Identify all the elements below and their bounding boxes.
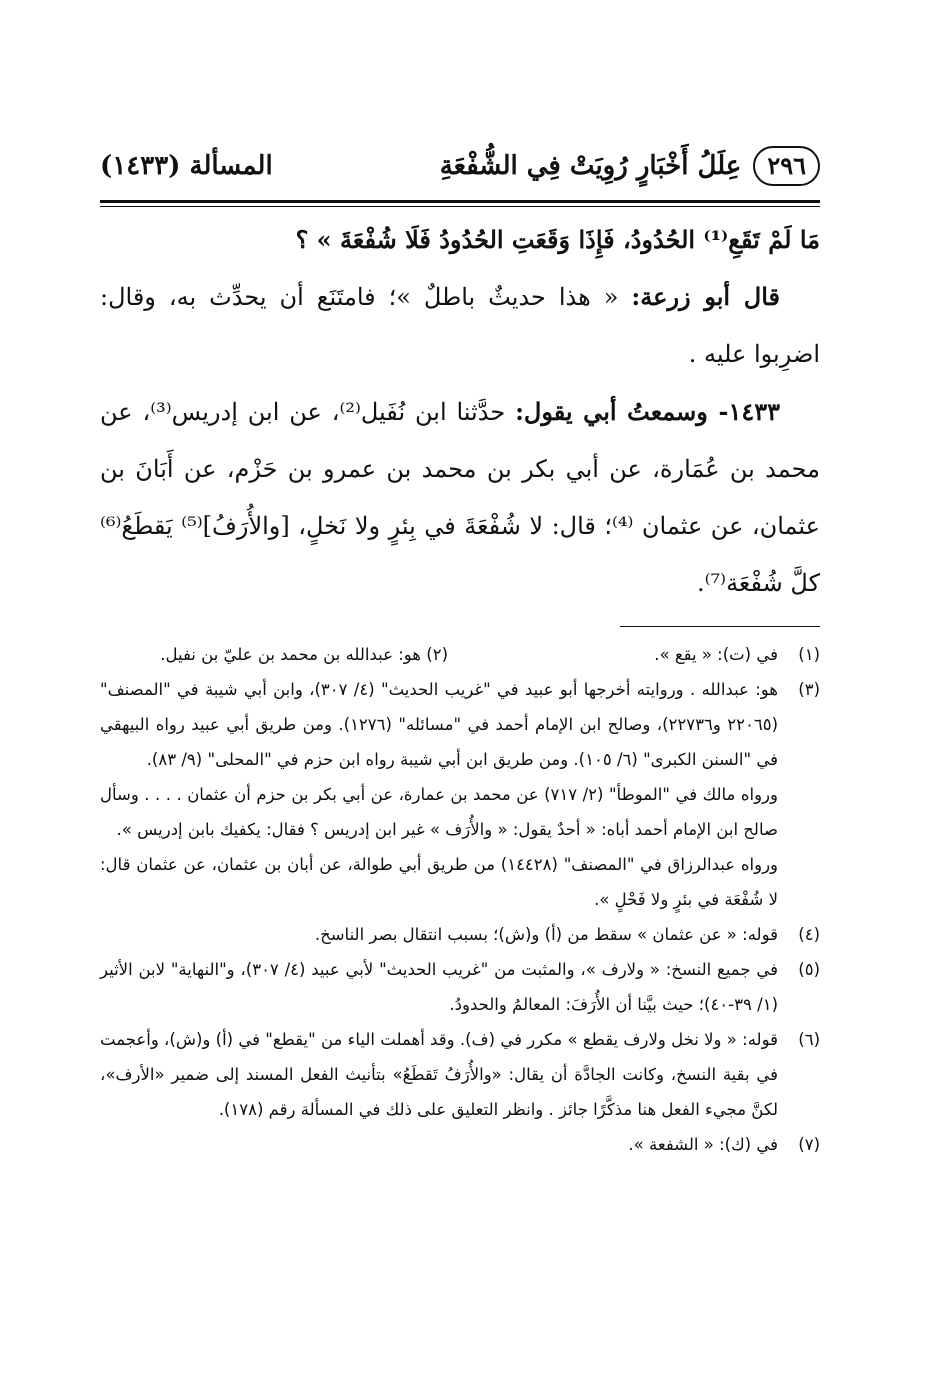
page-number: ٢٩٦	[753, 146, 820, 186]
footnote-7	[100, 1127, 820, 1162]
footnote-number: (٤)	[798, 925, 820, 944]
footnote-7-text: في (ك): « الشفعة ».	[628, 1135, 778, 1154]
book-page	[100, 140, 820, 1162]
footnote-3-body	[100, 672, 778, 917]
footnote-number: (٥)	[798, 960, 820, 979]
footnotes	[100, 637, 820, 1162]
paragraph-abu-zura	[100, 268, 820, 383]
footnote-2-text: (٢) هو: عبدالله بن محمد بن عليّ بن نفيل.	[160, 645, 448, 664]
speaker-label: قال أبو زرعة:	[631, 282, 780, 311]
footnote-1-2	[100, 637, 820, 672]
header-title-group	[440, 146, 820, 186]
issue-number: المسألة (١٤٣٣)	[100, 151, 273, 181]
footnote-6-text: قوله: « ولا نخل ولارف يقطع » مكرر في (ف). وقد أهملت الياء من "يقطع" في (أ) و(ش)، وأعجمت في بقية النسخ، وكانت الجادَّة أن يقال: «والأُرَفُ تَقطَعُ» بتأنيث الفعل المسند إلى ضمير «الأرف»، لكنَّ مجيء الفعل هنا مذكَّرًا جائز . وانظر التعليق على ذلك في المسألة رقم (١٧٨).	[100, 1030, 778, 1119]
footnote-number: (١)	[798, 645, 820, 664]
footnote-3-para-3: ورواه عبدالرزاق في "المصنف" (١٤٤٢٨) من طريق أبي طوالة، عن أبان بن عثمان، عن عثمان قال: لا شُفْعَة في بئرٍ ولا فَحْلٍ ».	[100, 855, 778, 909]
footnote-pair	[160, 637, 778, 672]
footnote-4	[100, 917, 820, 952]
page-header	[100, 140, 820, 192]
footnote-3-para-2: ورواه مالك في "الموطأ" (٢/ ٧١٧) عن محمد بن عمارة، عن أبي بكر بن حزم أن عثمان . . . . وسأل صالح ابن الإمام أحمد أباه: « أحدٌ يقول: « والأُرَف » غير ابن إدريس ؟ فقال: يكفيك بابن إدريس ».	[100, 785, 778, 839]
footnote-3-para-1: هو: عبدالله . وروايته أخرجها أبو عبيد في "غريب الحديث" (٤/ ٣٠٧)، وابن أبي شيبة في "المصنف" (٢٢٠٦٥ و٢٢٧٣٦)، وصالح ابن الإمام أحمد في "مسائله" (١٢٧٦). ومن طريق أبي عبيد رواه البيهقي في "السنن الكبرى" (٦/ ١٠٥). ومن طريق ابن أبي شيبة رواه ابن حزم في "المحلى" (٩/ ٨٣).	[100, 680, 778, 769]
footnote-separator	[620, 626, 820, 627]
header-rule-thin	[100, 206, 820, 207]
footnote-number: (٣)	[798, 680, 820, 699]
footnote-number: (٦)	[798, 1030, 820, 1049]
header-rule-thick	[100, 200, 820, 203]
footnote-number: (٧)	[798, 1135, 820, 1154]
footnote-1-text: في (ت): « يقع ».	[654, 645, 778, 664]
paragraph-issue-1433	[100, 383, 820, 612]
issue-lead: ١٤٣٣- وسمعتُ أبي يقول:	[515, 397, 780, 426]
abu-zura-statement: « هذا حديثٌ باطلٌ »؛ فامتَنَع أن يحدِّث به، وقال: اضرِبوا عليه .	[100, 283, 820, 368]
footnote-6	[100, 1022, 820, 1127]
footnote-4-text: قوله: « عن عثمان » سقط من (أ) و(ش)؛ بسبب انتقال بصر الناسخ.	[314, 925, 778, 944]
paragraph-hadith-end: مَا لَمْ تَقَعِ⁽¹⁾ الحُدُودُ، فَإِذَا وَقَعَتِ الحُدُودُ فَلَا شُفْعَةَ » ؟	[295, 225, 820, 254]
footnote-5-text: في جميع النسخ: « ولارف »، والمثبت من "غريب الحديث" لأبي عبيد (٤/ ٣٠٧)، و"النهاية" لابن الأثير (١/ ٣٩-٤٠)؛ حيث بيَّنا أن الأُرَفَ: المعالمُ والحدودُ.	[100, 960, 778, 1014]
footnote-3	[100, 672, 820, 917]
book-title: عِلَلُ أَخْبَارٍ رُوِيَتْ فِي الشُّفْعَةِ	[439, 151, 742, 181]
footnote-5	[100, 952, 820, 1022]
isnad-text: حدَّثنا ابن نُفَيل⁽²⁾، عن ابن إدريس⁽³⁾، عن محمد بن عُمَارة، عن أبي بكر بن محمد بن عمرو بن حَزْم، عن أَبَانَ بن عثمان، عن عثمان ⁽⁴⁾؛ قال: لا شُفْعَةَ في بِئرٍ ولا نَخلٍ، [والأُرَفُ]⁽⁵⁾ يَقطَعُ⁽⁶⁾ كلَّ شُفْعَة⁽⁷⁾.	[100, 398, 820, 597]
